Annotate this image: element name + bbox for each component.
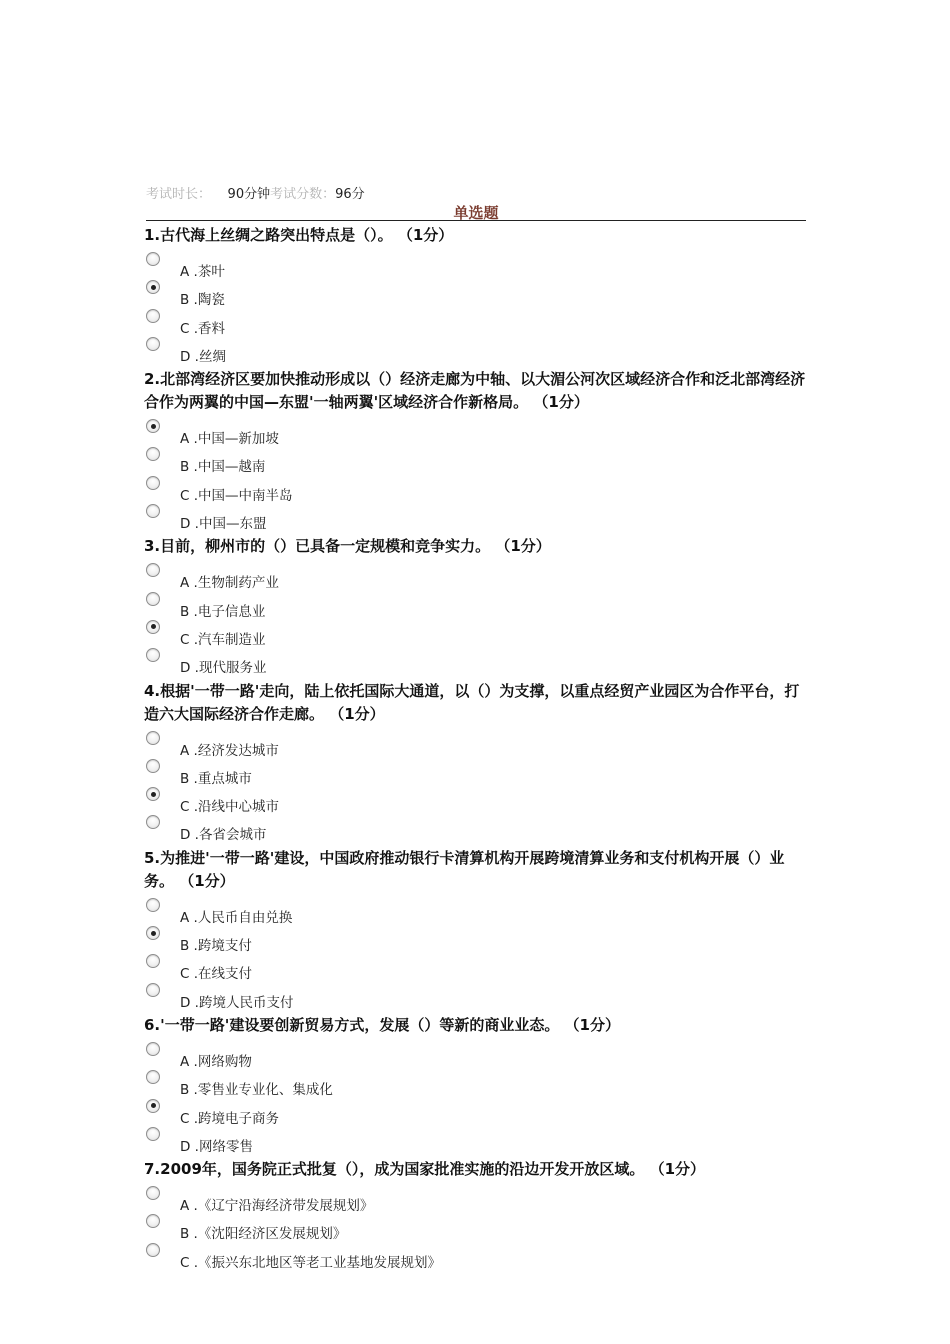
radio-button[interactable] — [146, 419, 160, 433]
option-letter: D . — [180, 1138, 199, 1155]
answer-option[interactable] — [144, 623, 809, 651]
option-letter: A . — [180, 431, 198, 448]
option-letter: A . — [180, 1053, 198, 1070]
option-text — [180, 795, 279, 815]
answer-option[interactable] — [144, 1102, 809, 1130]
option-label: 中国—新加坡 — [197, 431, 279, 448]
answer-option[interactable] — [144, 283, 809, 311]
answer-option[interactable] — [144, 422, 809, 450]
option-label: 生物制药产业 — [197, 575, 279, 592]
answer-option[interactable] — [144, 507, 809, 535]
option-letter: D . — [180, 348, 199, 365]
question-list — [144, 224, 809, 1274]
option-label: 中国—中南半岛 — [198, 487, 293, 504]
answer-option[interactable] — [144, 957, 809, 985]
option-letter: A . — [180, 1198, 198, 1215]
option-text — [180, 484, 293, 504]
question-title: 6.'一带一路'建设要创新贸易方式，发展（）等新的商业业态。 （1分） — [144, 1015, 620, 1034]
option-text — [180, 656, 266, 676]
radio-button[interactable] — [146, 252, 160, 266]
question-block — [144, 680, 809, 847]
option-label: 《振兴东北地区等老工业基地发展规划》 — [198, 1254, 442, 1271]
question-title: 4.根据'一带一路'走向，陆上依托国际大通道，以（）为支撑，以重点经贸产业园区为合作平台，打造六大国际经济合作走廊。 （1分） — [144, 681, 800, 723]
answer-option[interactable] — [144, 818, 809, 846]
option-label: 《辽宁沿海经济带发展规划》 — [197, 1198, 374, 1215]
option-letter: B . — [180, 459, 198, 476]
radio-button[interactable] — [146, 815, 160, 829]
answer-option[interactable] — [144, 1246, 809, 1274]
question-block — [144, 224, 809, 368]
radio-button[interactable] — [146, 731, 160, 745]
option-text — [180, 427, 279, 447]
option-text — [180, 1050, 252, 1070]
option-letter: D . — [180, 516, 199, 533]
option-letter: C . — [180, 1254, 199, 1271]
answer-option[interactable] — [144, 340, 809, 368]
option-label: 网络购物 — [197, 1053, 252, 1070]
option-text — [180, 260, 225, 280]
option-text — [180, 906, 292, 926]
answer-option[interactable] — [144, 255, 809, 283]
radio-button[interactable] — [146, 309, 160, 323]
option-label: 各省会城市 — [198, 827, 267, 844]
option-label: 陶瓷 — [197, 292, 225, 309]
radio-button[interactable] — [146, 447, 160, 461]
option-letter: A . — [180, 742, 198, 759]
option-letter: B . — [180, 603, 198, 620]
option-text — [180, 739, 279, 759]
option-label: 重点城市 — [197, 770, 252, 787]
option-letter: B . — [180, 770, 198, 787]
answer-option[interactable] — [144, 1189, 809, 1217]
option-text — [180, 288, 225, 308]
radio-button[interactable] — [146, 1070, 160, 1084]
option-text — [180, 1222, 346, 1242]
option-letter: B . — [180, 1082, 198, 1099]
question-block — [144, 368, 809, 535]
option-letter: B . — [180, 938, 198, 955]
question-title: 3.目前，柳州市的（）已具备一定规模和竞争实力。 （1分） — [144, 537, 551, 556]
option-letter: C . — [180, 631, 199, 648]
option-text — [180, 1194, 373, 1214]
question-title: 1.古代海上丝绸之路突出特点是（）。 （1分） — [144, 226, 454, 244]
option-text — [180, 571, 279, 591]
option-label: 在线支付 — [198, 966, 253, 983]
radio-button[interactable] — [146, 592, 160, 606]
radio-button[interactable] — [146, 1042, 160, 1056]
option-letter: D . — [180, 994, 199, 1011]
radio-button[interactable] — [146, 983, 160, 997]
option-label: 人民币自由兑换 — [197, 909, 293, 926]
radio-button[interactable] — [146, 1127, 160, 1141]
radio-button[interactable] — [146, 787, 160, 801]
answer-option[interactable] — [144, 790, 809, 818]
option-label: 中国—越南 — [197, 459, 266, 476]
answer-option[interactable] — [144, 929, 809, 957]
option-text — [180, 1251, 441, 1271]
question-block — [144, 1014, 809, 1158]
radio-button[interactable] — [146, 1214, 160, 1228]
option-letter: A . — [180, 575, 198, 592]
option-text — [180, 628, 266, 648]
answer-option[interactable] — [144, 479, 809, 507]
answer-option[interactable] — [144, 1130, 809, 1158]
radio-button[interactable] — [146, 563, 160, 577]
option-text — [180, 1107, 279, 1127]
option-label: 经济发达城市 — [197, 742, 279, 759]
option-label: 汽车制造业 — [198, 631, 266, 648]
option-text — [180, 934, 252, 954]
option-letter: C . — [180, 799, 199, 816]
option-text — [180, 600, 265, 620]
radio-button[interactable] — [146, 759, 160, 773]
score-value: 96分 — [335, 187, 365, 202]
score-label: 考试分数： — [270, 187, 336, 202]
radio-button[interactable] — [146, 504, 160, 518]
answer-option[interactable] — [144, 1045, 809, 1073]
radio-button[interactable] — [146, 1243, 160, 1257]
radio-button[interactable] — [146, 280, 160, 294]
radio-button[interactable] — [146, 476, 160, 490]
option-label: 跨境支付 — [197, 938, 252, 955]
answer-option[interactable] — [144, 901, 809, 929]
option-text — [180, 1135, 253, 1155]
option-letter: C . — [180, 1110, 199, 1127]
option-label: 《沈阳经济区发展规划》 — [197, 1226, 347, 1243]
option-label: 现代服务业 — [198, 660, 267, 677]
question-block — [144, 1158, 809, 1274]
option-letter: C . — [180, 966, 199, 983]
question-title: 7.2009年，国务院正式批复（），成为国家批准实施的沿边开发开放区域。 （1分） — [144, 1160, 706, 1179]
radio-button[interactable] — [146, 898, 160, 912]
answer-option[interactable] — [144, 1073, 809, 1101]
section-divider — [146, 220, 806, 221]
radio-button[interactable] — [146, 648, 160, 662]
option-label: 丝绸 — [198, 348, 226, 365]
option-text — [180, 823, 266, 843]
option-letter: A . — [180, 909, 198, 926]
option-text — [180, 991, 293, 1011]
duration-value: 90分钟 — [227, 187, 271, 202]
option-letter: B . — [180, 1226, 198, 1243]
option-letter: C . — [180, 320, 199, 337]
question-block — [144, 847, 809, 1014]
option-label: 中国—东盟 — [198, 516, 267, 533]
radio-button[interactable] — [146, 620, 160, 634]
option-label: 网络零售 — [198, 1138, 253, 1155]
answer-option[interactable] — [144, 734, 809, 762]
option-text — [180, 345, 226, 365]
option-text — [180, 767, 252, 787]
radio-button[interactable] — [146, 926, 160, 940]
answer-option[interactable] — [144, 986, 809, 1014]
option-label: 零售业专业化、集成化 — [197, 1082, 333, 1099]
section-title: 单选题 — [453, 204, 499, 222]
answer-option[interactable] — [144, 312, 809, 340]
answer-option[interactable] — [144, 651, 809, 679]
option-label: 茶叶 — [197, 264, 225, 280]
option-text — [180, 455, 265, 475]
option-letter: D . — [180, 660, 199, 677]
radio-button[interactable] — [146, 1099, 160, 1113]
option-letter: A . — [180, 264, 198, 280]
answer-option[interactable] — [144, 595, 809, 623]
answer-option[interactable] — [144, 1217, 809, 1245]
option-label: 香料 — [198, 320, 226, 337]
option-label: 跨境人民币支付 — [198, 994, 294, 1011]
option-label: 沿线中心城市 — [198, 799, 280, 816]
option-letter: D . — [180, 827, 199, 844]
question-title: 2.北部湾经济区要加快推动形成以（）经济走廊为中轴、以大湄公河次区域经济合作和泛北部湾经济合作为两翼的中国—东盟'一轴两翼'区域经济合作新格局。 （1分） — [144, 370, 806, 412]
radio-button[interactable] — [146, 1186, 160, 1200]
radio-button[interactable] — [146, 954, 160, 968]
exam-info — [146, 183, 365, 202]
answer-option[interactable] — [144, 566, 809, 594]
option-text — [180, 1078, 333, 1098]
answer-option[interactable] — [144, 450, 809, 478]
option-letter: B . — [180, 292, 198, 309]
option-text — [180, 962, 252, 982]
option-label: 电子信息业 — [197, 603, 266, 620]
question-title: 5.为推进'一带一路'建设，中国政府推动银行卡清算机构开展跨境清算业务和支付机构开展（）业务。 （1分） — [144, 848, 785, 890]
answer-option[interactable] — [144, 762, 809, 790]
option-label: 跨境电子商务 — [198, 1110, 280, 1127]
option-letter: C . — [180, 487, 199, 504]
option-text — [180, 317, 225, 337]
option-text — [180, 512, 266, 532]
question-block — [144, 535, 809, 679]
radio-button[interactable] — [146, 337, 160, 351]
duration-label: 考试时长： — [146, 187, 212, 202]
